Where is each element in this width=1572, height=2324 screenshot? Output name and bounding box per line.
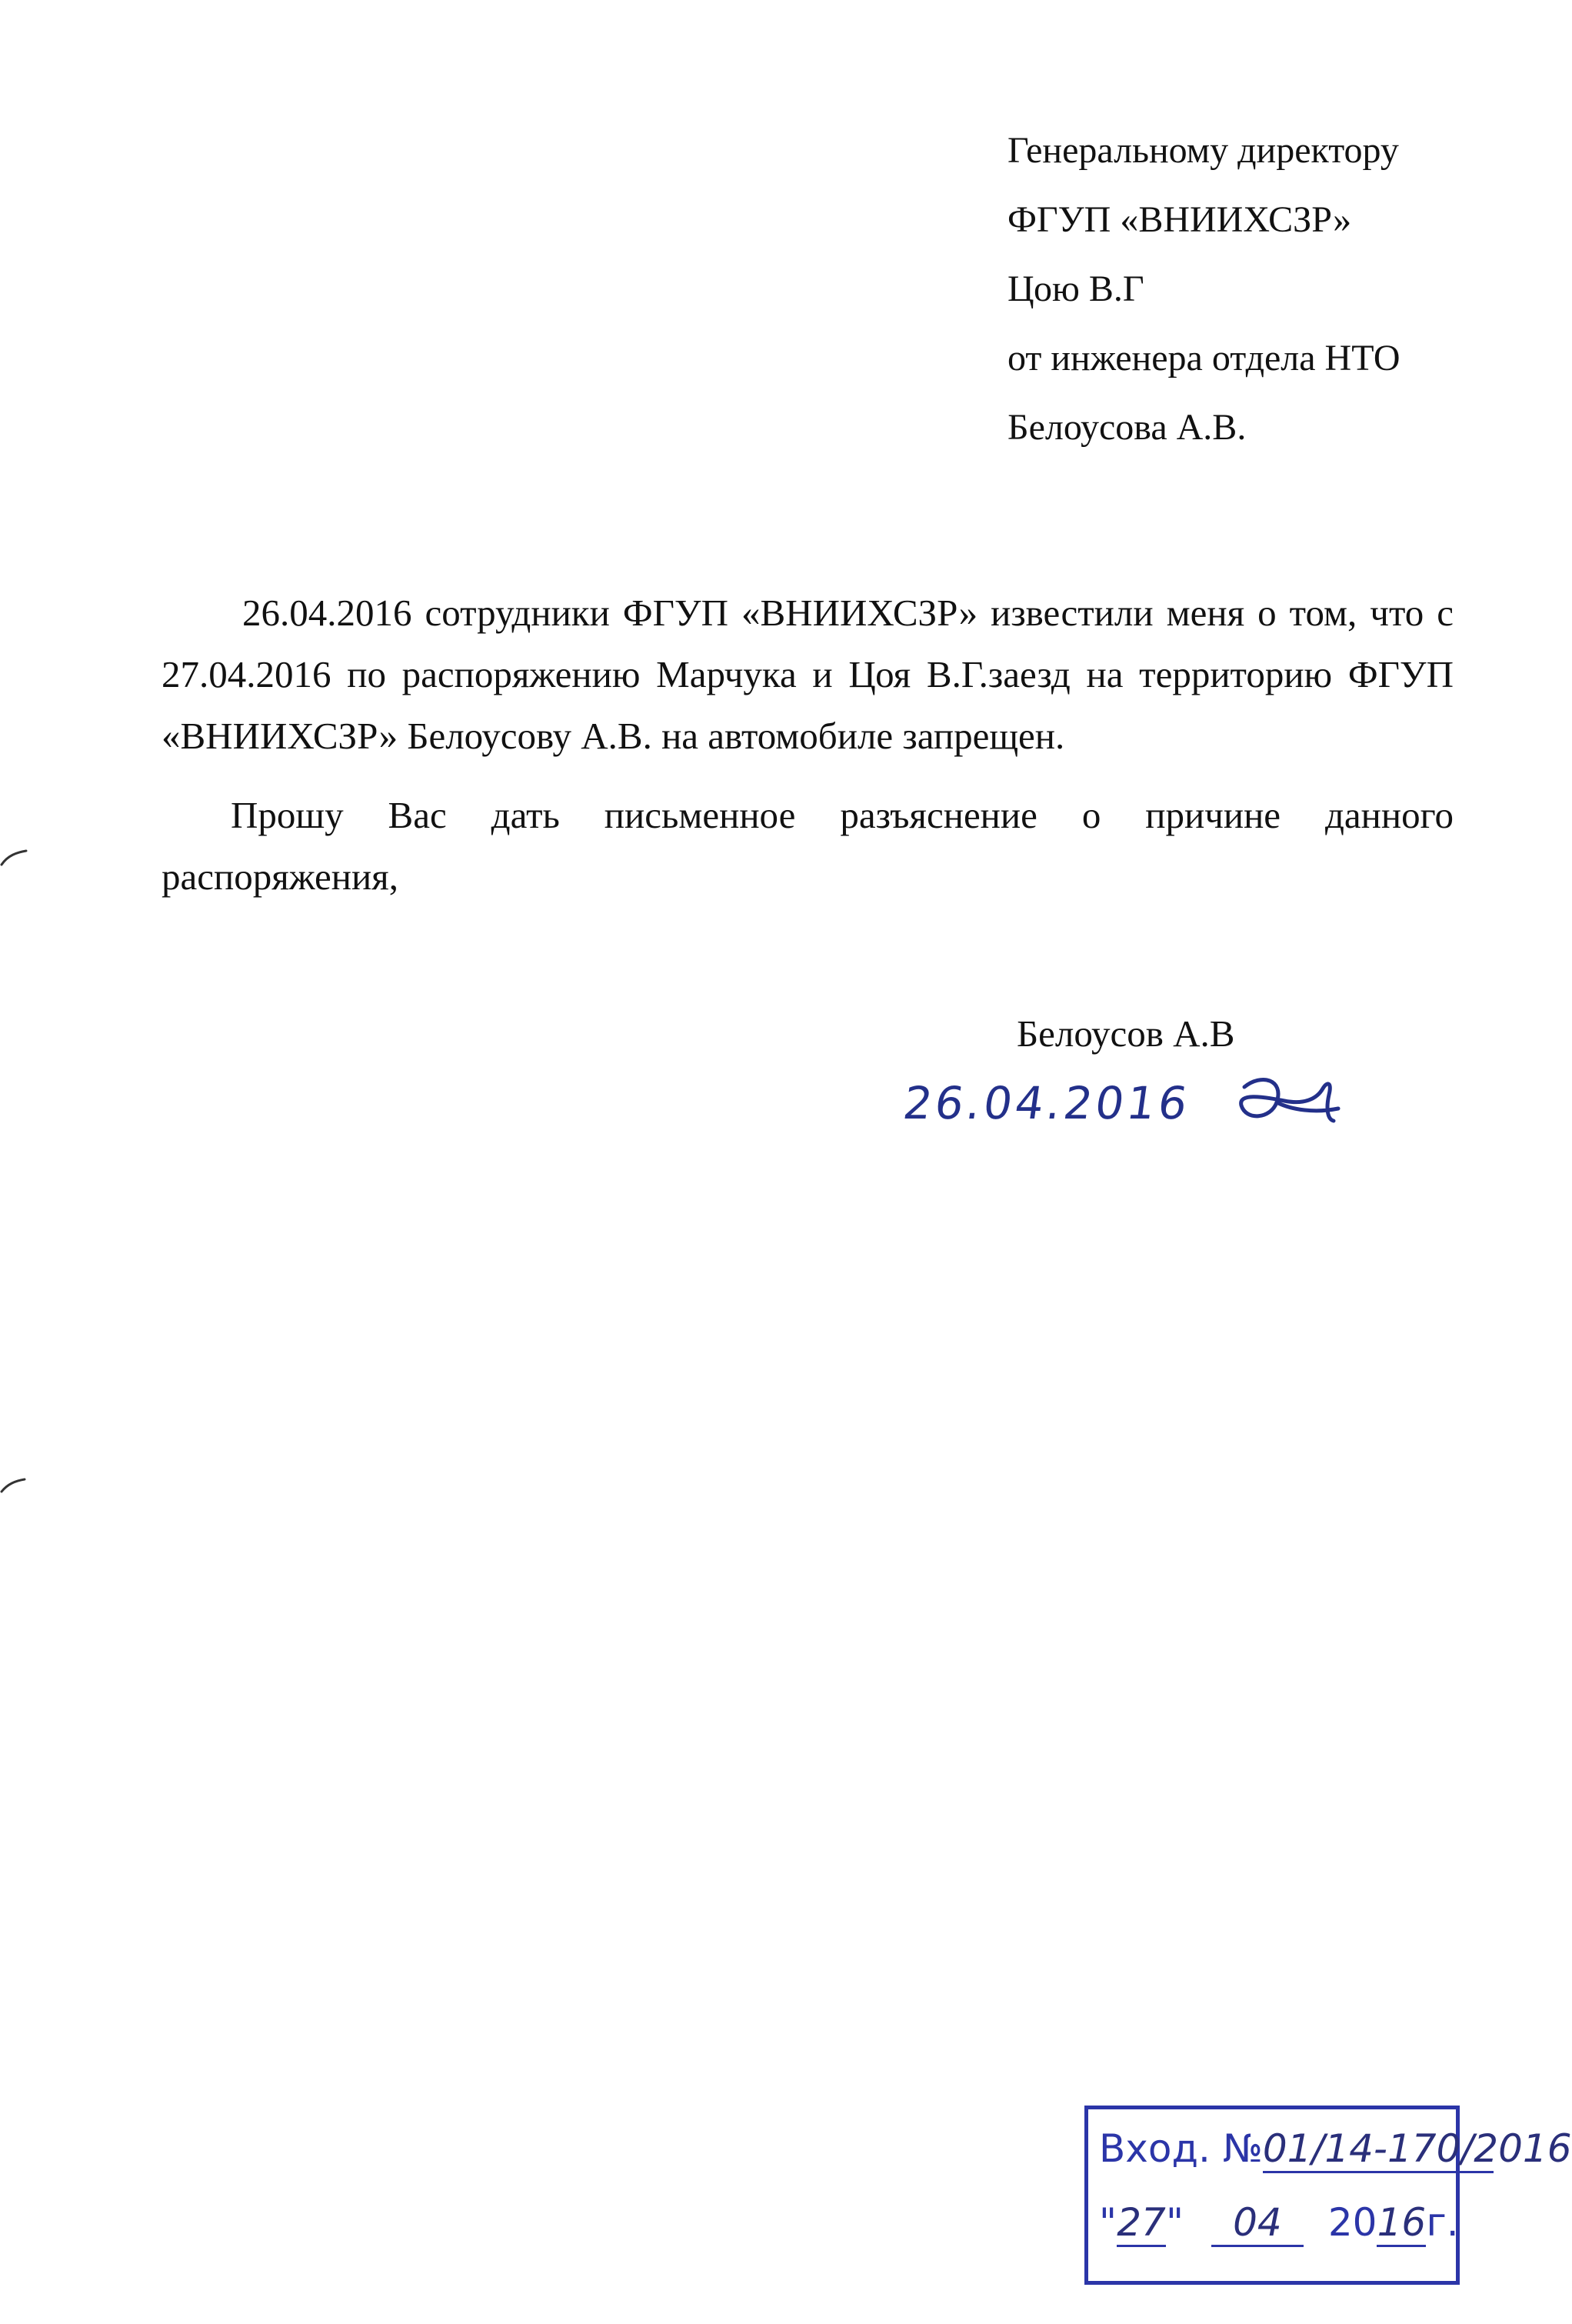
- stamp-month: 04: [1211, 2200, 1304, 2247]
- margin-scan-mark: [0, 846, 31, 869]
- stamp-quote: ": [1166, 2200, 1184, 2245]
- addressee-line: Генеральному директору: [1007, 130, 1399, 171]
- addressee-line: Цою В.Г: [1007, 268, 1144, 309]
- stamp-year-unit: г.: [1426, 2200, 1459, 2245]
- paragraph-line: «ВНИИХСЗР» Белоусову А.В. на автомобиле запрещен.: [162, 715, 1065, 757]
- stamp-quote: ": [1099, 2200, 1117, 2245]
- body-paragraph-notice: [162, 594, 1454, 779]
- addressee-line: от инженера отдела НТО: [1007, 338, 1400, 378]
- stamp-year-prefix: 20: [1327, 2200, 1377, 2245]
- paragraph-line: распоряжения,: [162, 855, 398, 898]
- signer-name: Белоусов А.В: [1017, 1012, 1235, 1055]
- addressee-line: Белоусова А.В.: [1007, 407, 1247, 448]
- stamp-label: Вход. №: [1099, 2126, 1263, 2171]
- addressee-block: [1007, 132, 1400, 478]
- stamp-registration-number: 01/14-170/2016: [1263, 2126, 1494, 2173]
- stamp-date-row: [1099, 2200, 1459, 2247]
- stamp-year-suffix: 16: [1377, 2200, 1426, 2247]
- stamp-day: 27: [1117, 2200, 1166, 2247]
- addressee-line: ФГУП «ВНИИХСЗР»: [1007, 199, 1352, 240]
- body-paragraph-request: [162, 796, 1454, 919]
- stamp-number-row: [1099, 2126, 1572, 2173]
- paragraph-line: 26.04.2016 сотрудники ФГУП «ВНИИХСЗР» известили меня о том, что с: [242, 592, 1454, 634]
- handwritten-signature-icon: [1231, 1065, 1346, 1135]
- handwritten-date: 26.04.2016: [900, 1077, 1194, 1129]
- paragraph-line: Прошу Вас дать письменное разъяснение о причине данного: [231, 794, 1454, 836]
- margin-scan-mark: [0, 1473, 31, 1496]
- paragraph-line: 27.04.2016 по распоряжению Марчука и Цоя В.Г.заезд на территорию ФГУП: [162, 653, 1454, 695]
- registration-stamp: [1084, 2106, 1572, 2285]
